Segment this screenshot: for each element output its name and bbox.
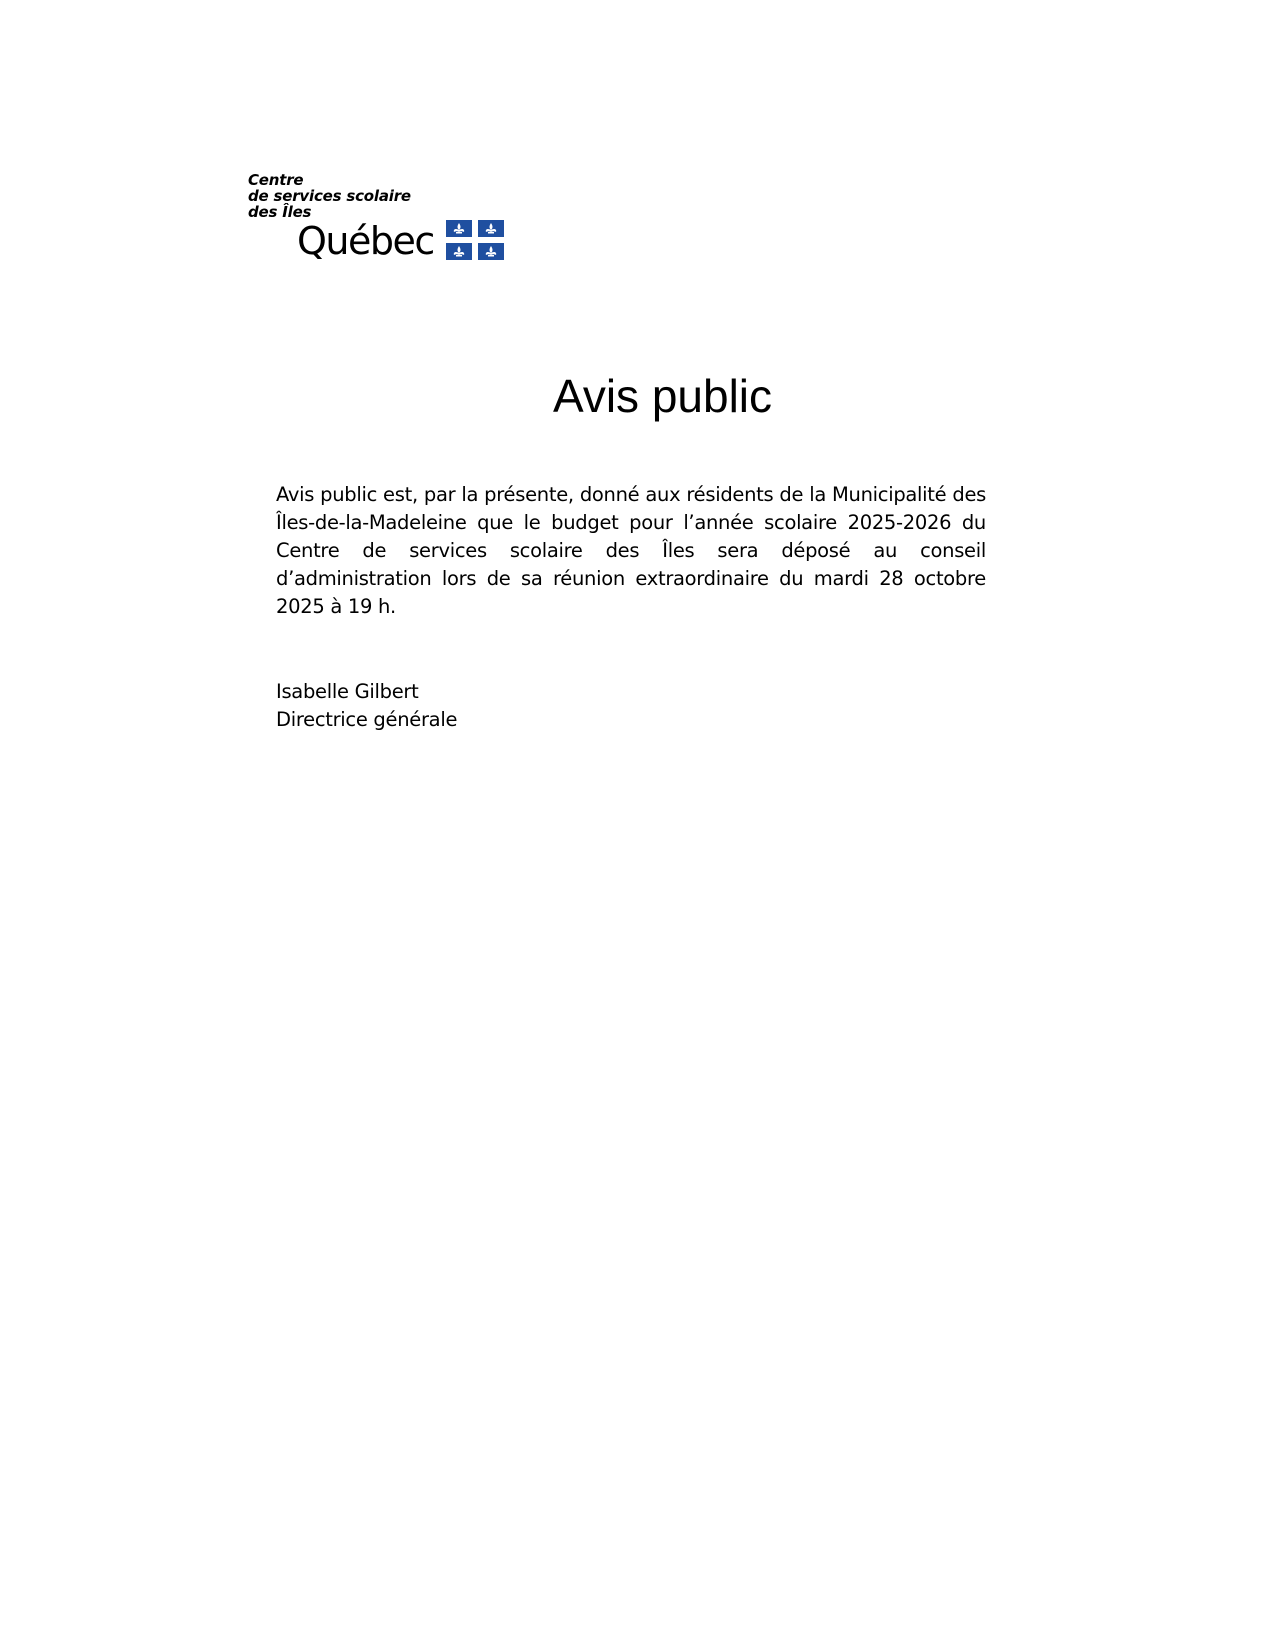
quebec-wordmark: Québec: [297, 219, 434, 263]
page-title: Avis public: [552, 370, 773, 422]
notice-paragraph: Avis public est, par la présente, donné aux résidents de la Municipalité des Îles-de-la-Madeleine que le budget pour l’année scolaire 2025-2026 du Centre de services scolaire des Îles sera déposé au conseil d’administration lors de sa réunion extraordinaire du mardi 28 octobre 2025 à 19 h.: [276, 483, 986, 618]
logo-line-1: Centre: [248, 171, 304, 189]
quebec-flag-icon: [446, 220, 504, 260]
signatory-title: Directrice générale: [276, 708, 458, 731]
organization-logo: [248, 172, 508, 264]
signature-block: [276, 678, 457, 734]
logo-line-2: de services scolaire: [248, 187, 411, 205]
logo-line-3: des Îles: [248, 203, 312, 221]
signatory-name: Isabelle Gilbert: [276, 680, 419, 703]
